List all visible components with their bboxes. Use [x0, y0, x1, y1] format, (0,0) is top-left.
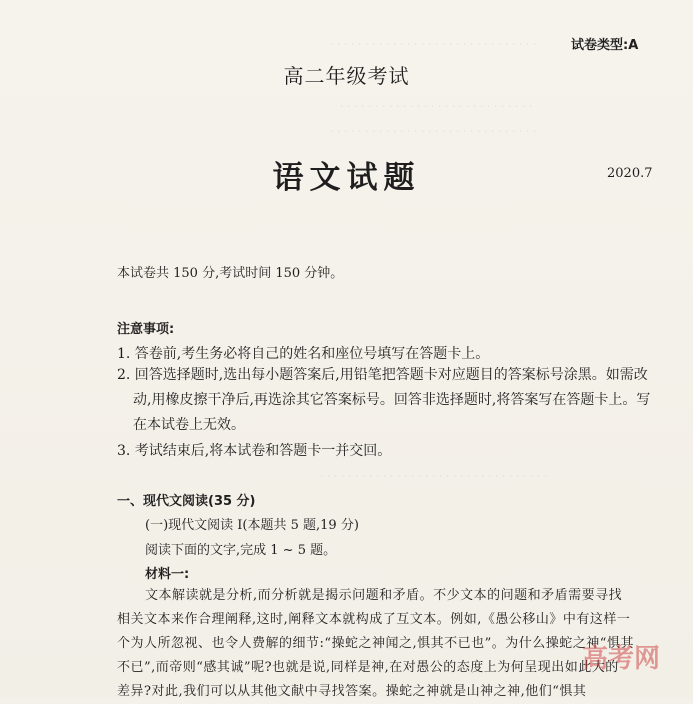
notice-item: 2. 回答选择题时,选出每小题答案后,用铅笔把答题卡对应题目的答案标号涂黑。如需改 — [117, 367, 648, 383]
paragraph-line: 差异?对此,我们可以从其他文献中寻找答案。操蛇之神就是山神之神,他们“惧其 — [117, 684, 587, 699]
exam-subtitle: 高二年级考试 — [283, 64, 410, 88]
bleed-through-text: · · · · · · · · · · · · · · · · · · · · · · · · · · · · · · — [330, 125, 537, 138]
bleed-through-text: · · · · · · · · · · · · · · · · · · · · · · · · · · · · · · · · · — [320, 470, 548, 483]
bleed-through-text: · · · · · · · · · · · · · · · · · · · · · · · · · · · · · · — [330, 38, 537, 51]
material-label: 材料一: — [145, 567, 190, 582]
section-instruction: 阅读下面的文字,完成 1 ~ 5 题。 — [145, 543, 337, 558]
notice-item: 动,用橡皮擦干净后,再选涂其它答案标号。回答非选择题时,将答案写在答题卡上。写 — [133, 392, 651, 408]
paragraph-line: 相关文本来作合理阐释,这时,阐释文本就构成了互文本。例如,《愚公移山》中有这样一 — [117, 612, 631, 627]
notice-item: 3. 考试结束后,将本试卷和答题卡一并交回。 — [117, 443, 392, 459]
notice-item: 1. 答卷前,考生务必将自己的姓名和座位号填写在答题卡上。 — [117, 346, 490, 362]
notice-item: 在本试卷上无效。 — [133, 417, 245, 433]
exam-title: 语文试题 — [272, 160, 421, 196]
section-heading: 一、现代文阅读(35 分) — [117, 494, 256, 509]
site-watermark: 高考网 — [582, 644, 661, 674]
section-sub-heading: (一)现代文阅读 I(本题共 5 题,19 分) — [145, 518, 359, 533]
paragraph-line: 不已”,而帝则“感其诚”呢?也就是说,同样是神,在对愚公的态度上为何呈现出如此大的 — [117, 660, 619, 675]
notice-heading: 注意事项: — [117, 322, 175, 337]
intro-text: 本试卷共 150 分,考试时间 150 分钟。 — [117, 266, 344, 281]
exam-type-label: 试卷类型:A — [571, 38, 639, 53]
exam-date: 2020.7 — [607, 166, 653, 181]
paragraph-line: 文本解读就是分析,而分析就是揭示问题和矛盾。不少文本的问题和矛盾需要寻找 — [145, 588, 623, 603]
bleed-through-text: · · · · · · · · · · · · · · · · · · · · · · · · · · · · — [340, 100, 533, 113]
paragraph-line: 个为人所忽视、也令人费解的细节:“操蛇之神闻之,惧其不已也”。为什么操蛇之神“惧其 — [117, 636, 634, 651]
